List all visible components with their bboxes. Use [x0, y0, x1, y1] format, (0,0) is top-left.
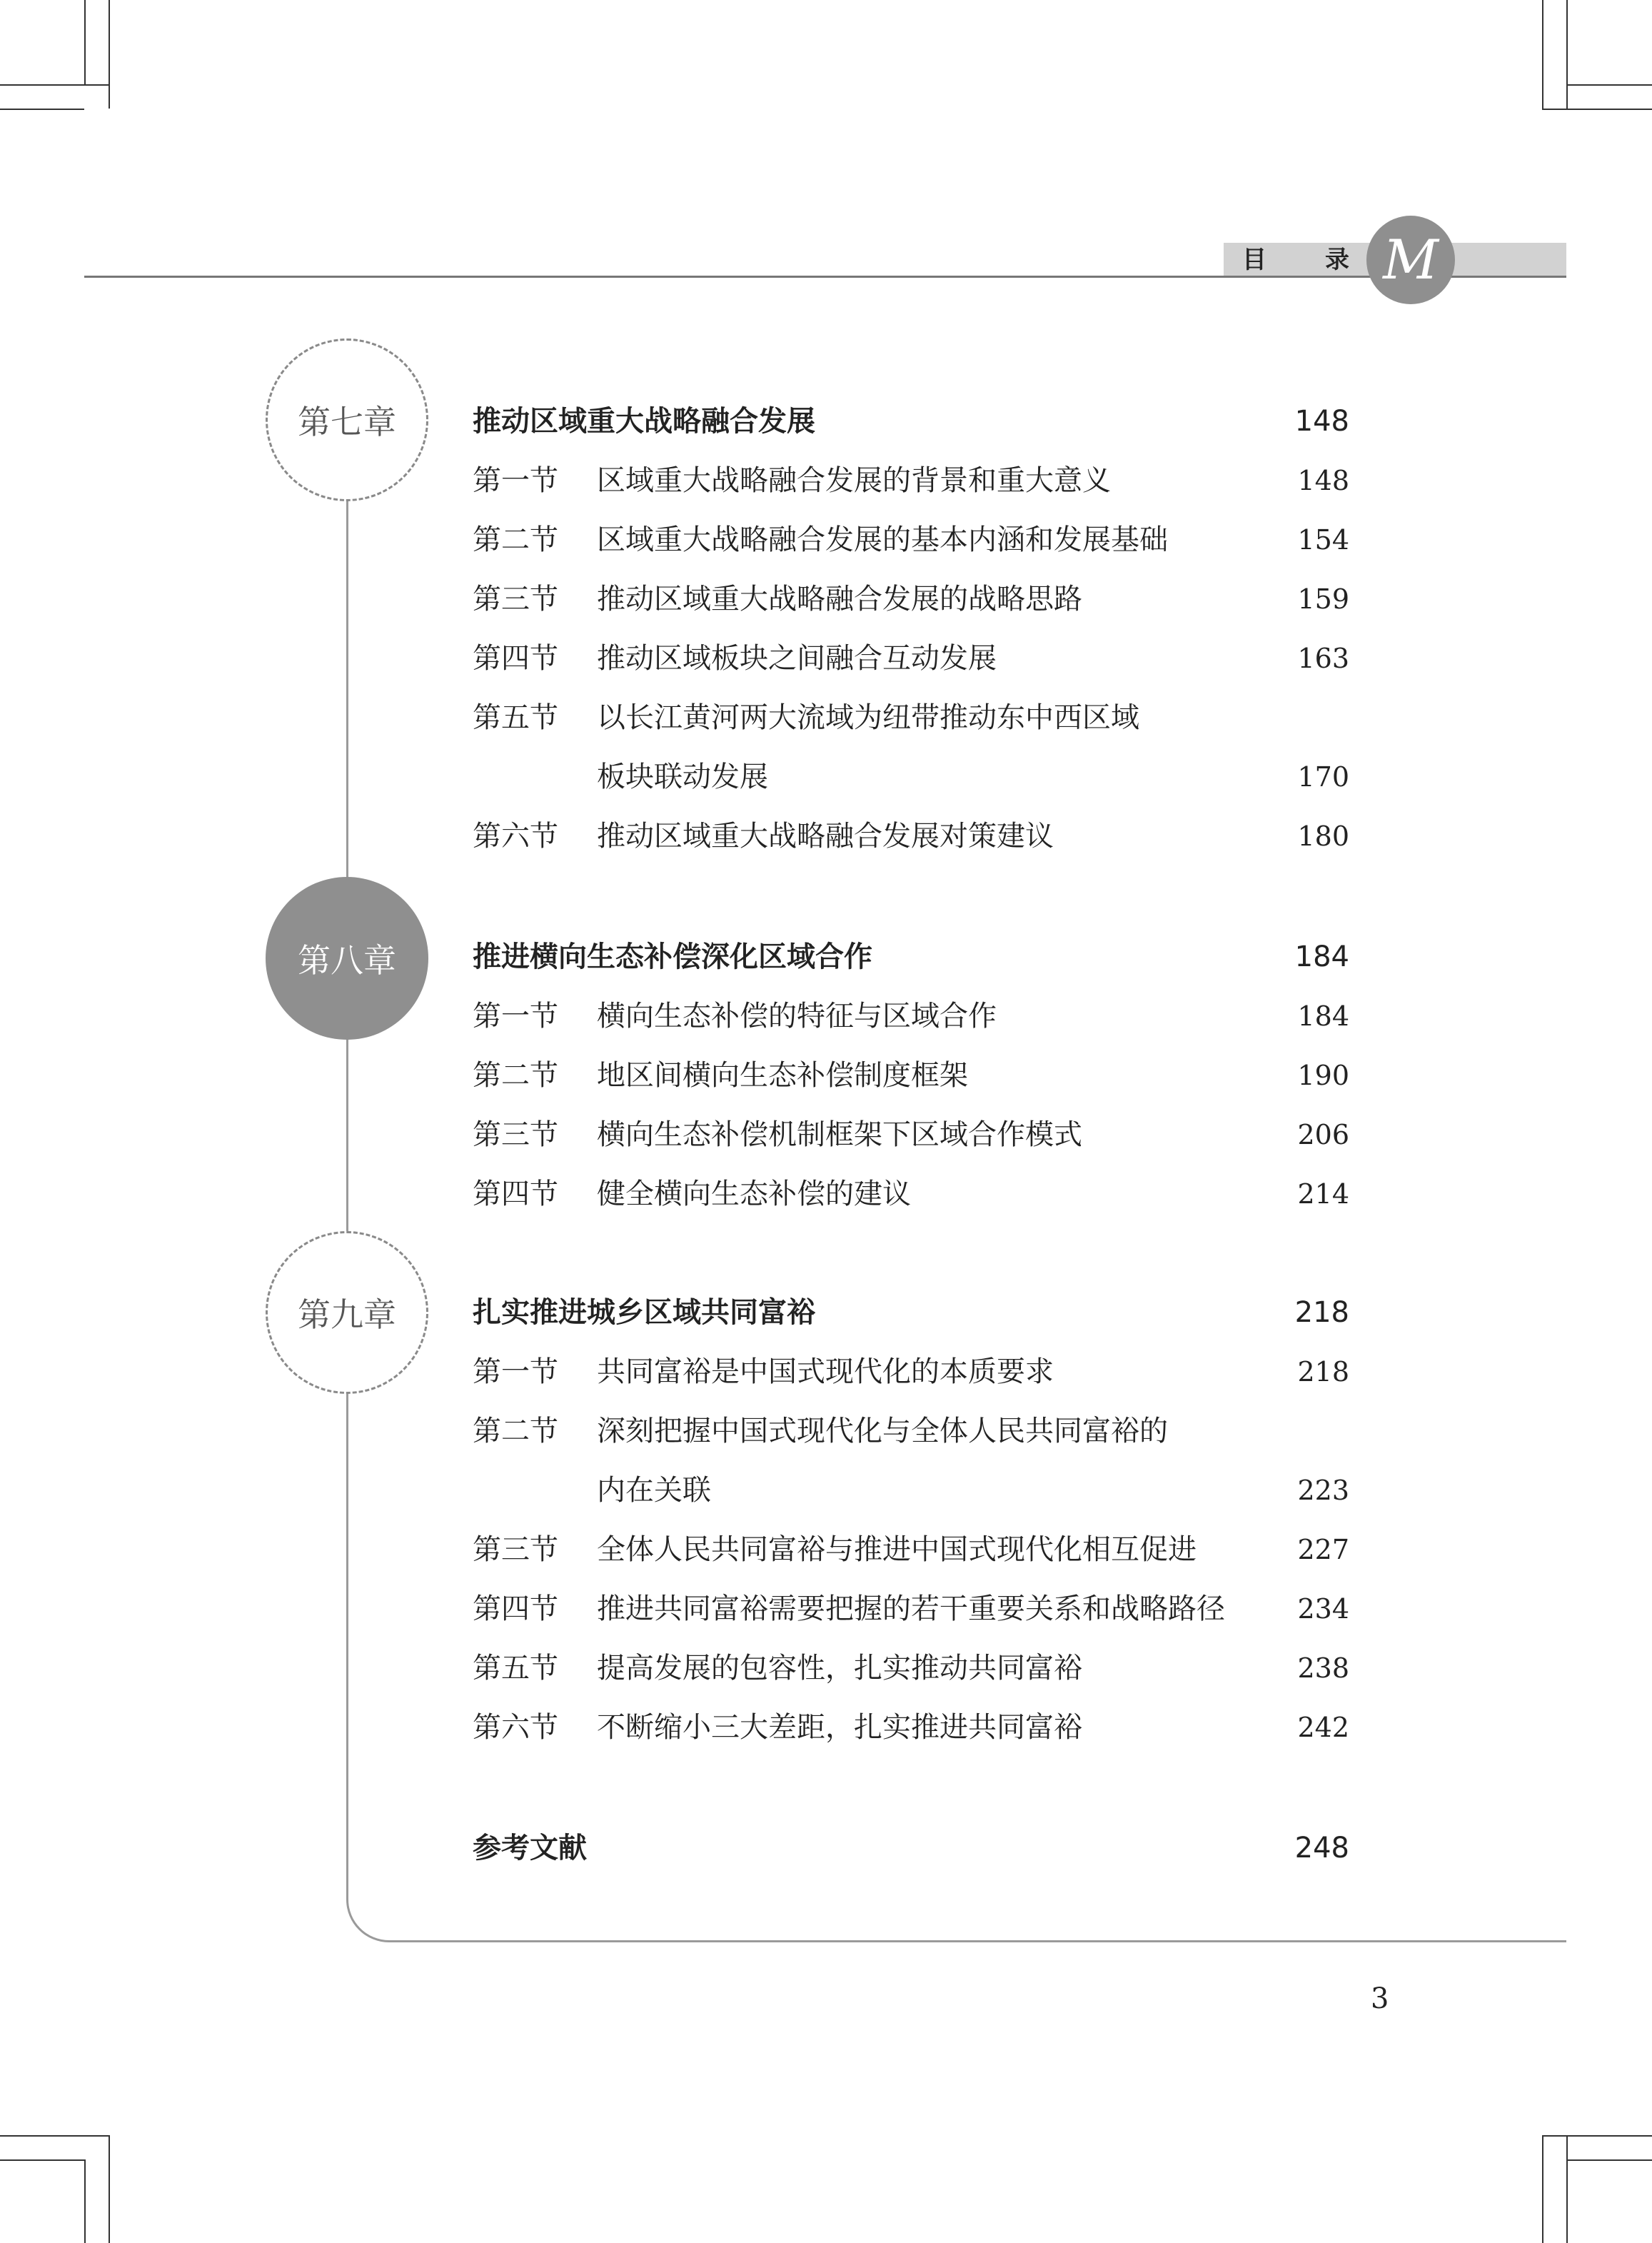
section-page: 234 [1297, 1593, 1349, 1625]
toc-section[interactable] [473, 1706, 1349, 1749]
section-number: 第五节 [473, 1652, 558, 1685]
section-page: 214 [1297, 1178, 1349, 1210]
section-page: 180 [1297, 821, 1349, 852]
timeline-corner [346, 1871, 403, 1942]
toc-section[interactable] [473, 696, 1349, 739]
chapter-title: 扎实推进城乡区域共同富裕 [473, 1296, 815, 1329]
chapter-badge-8: 第八章 [266, 877, 428, 1040]
toc-section[interactable] [473, 1054, 1349, 1097]
section-number: 第四节 [473, 1178, 558, 1210]
section-title: 推动区域重大战略融合发展对策建议 [597, 820, 1054, 853]
crop-mark-top-right-h [1566, 84, 1652, 86]
section-title: 全体人民共同富裕与推进中国式现代化相互促进 [597, 1533, 1197, 1566]
section-number: 第二节 [473, 1415, 558, 1447]
section-number: 第四节 [473, 642, 558, 675]
section-page: 190 [1297, 1060, 1349, 1091]
section-number: 第六节 [473, 1711, 558, 1744]
toc-section[interactable] [473, 518, 1349, 561]
crop-mark-top-right-v [1542, 0, 1543, 109]
section-page: 242 [1297, 1712, 1349, 1743]
references-title: 参考文献 [473, 1832, 587, 1865]
crop-mark-bottom-right-v [1542, 2135, 1543, 2243]
section-page: 227 [1297, 1534, 1349, 1565]
page-number: 3 [1371, 1982, 1389, 2015]
crop-mark-top-left-v2 [84, 0, 86, 84]
section-page: 223 [1297, 1475, 1349, 1506]
toc-section[interactable] [473, 459, 1349, 502]
section-page: 154 [1297, 524, 1349, 556]
toc-section[interactable] [473, 1647, 1349, 1690]
chapter-page: 148 [1294, 405, 1349, 438]
crop-mark-bottom-right-h2 [1542, 2135, 1652, 2137]
section-page: 148 [1297, 465, 1349, 496]
chapter-title: 推进横向生态补偿深化区域合作 [473, 940, 872, 973]
section-title-continued: 内在关联 [597, 1474, 711, 1507]
section-title: 地区间横向生态补偿制度框架 [597, 1059, 968, 1092]
section-page: 163 [1297, 643, 1349, 674]
toc-section[interactable] [473, 1173, 1349, 1215]
references-entry[interactable] [473, 1827, 1349, 1870]
section-title: 推进共同富裕需要把握的若干重要关系和战略路径 [597, 1592, 1225, 1625]
section-title: 横向生态补偿的特征与区域合作 [597, 1000, 997, 1033]
toc-section[interactable] [473, 578, 1349, 621]
section-number: 第一节 [473, 1000, 558, 1033]
references-page: 248 [1294, 1832, 1349, 1865]
crop-mark-bottom-left-h [0, 2135, 109, 2137]
section-title: 推动区域板块之间融合互动发展 [597, 642, 997, 675]
crop-mark-bottom-left-v [109, 2135, 110, 2243]
section-title: 推动区域重大战略融合发展的战略思路 [597, 583, 1082, 616]
chapter-9-entry[interactable] [473, 1291, 1349, 1334]
toc-section[interactable] [473, 1587, 1349, 1630]
section-page: 159 [1297, 583, 1349, 615]
toc-section[interactable] [473, 995, 1349, 1038]
section-title: 不断缩小三大差距，扎实推进共同富裕 [597, 1711, 1082, 1744]
section-number: 第五节 [473, 701, 558, 734]
section-title: 健全横向生态补偿的建议 [597, 1178, 911, 1210]
toc-section[interactable] [473, 637, 1349, 680]
toc-section[interactable] [473, 1528, 1349, 1571]
crop-mark-bottom-right-v2 [1566, 2135, 1568, 2243]
crop-mark-top-left-v [109, 0, 110, 109]
section-number: 第二节 [473, 523, 558, 556]
chapter-8-entry[interactable] [473, 935, 1349, 978]
section-number: 第三节 [473, 583, 558, 616]
section-number: 第六节 [473, 820, 558, 853]
chapter-badge-7: 第七章 [266, 338, 428, 501]
toc-section[interactable] [473, 1350, 1349, 1393]
crop-mark-bottom-right-h [1566, 2159, 1652, 2161]
section-page: 238 [1297, 1652, 1349, 1684]
chapter-page: 184 [1294, 940, 1349, 973]
toc-section[interactable] [473, 1410, 1349, 1452]
section-number: 第四节 [473, 1592, 558, 1625]
chapter-page: 218 [1294, 1296, 1349, 1329]
section-title: 区域重大战略融合发展的基本内涵和发展基础 [597, 523, 1168, 556]
toc-section-continued[interactable] [473, 1469, 1349, 1512]
section-title: 提高发展的包容性，扎实推动共同富裕 [597, 1652, 1082, 1685]
chapter-title: 推动区域重大战略融合发展 [473, 405, 815, 438]
section-page: 170 [1297, 761, 1349, 793]
header-rule [84, 276, 1566, 278]
timeline-line [346, 500, 348, 1900]
toc-section[interactable] [473, 1113, 1349, 1156]
section-number: 第一节 [473, 464, 558, 497]
chapter-7-entry[interactable] [473, 400, 1349, 443]
section-page: 184 [1297, 1000, 1349, 1032]
header-emblem-letter: M [1383, 228, 1439, 291]
crop-mark-top-right-h2 [1542, 109, 1652, 110]
section-number: 第三节 [473, 1118, 558, 1151]
section-title: 横向生态补偿机制框架下区域合作模式 [597, 1118, 1082, 1151]
chapter-badge-9: 第九章 [266, 1231, 428, 1394]
bottom-rule [400, 1940, 1566, 1942]
section-title: 共同富裕是中国式现代化的本质要求 [597, 1355, 1054, 1388]
section-title: 以长江黄河两大流域为纽带推动东中西区域 [597, 701, 1139, 734]
header-label-mu: 目 [1242, 246, 1266, 274]
section-page: 218 [1297, 1356, 1349, 1388]
section-page: 206 [1297, 1119, 1349, 1150]
section-number: 第三节 [473, 1533, 558, 1566]
crop-mark-top-left-h2 [0, 109, 84, 110]
crop-mark-top-left-h [0, 84, 109, 86]
section-title: 区域重大战略融合发展的背景和重大意义 [597, 464, 1111, 497]
crop-mark-bottom-left-v2 [84, 2159, 86, 2243]
crop-mark-top-right-v2 [1566, 0, 1568, 109]
crop-mark-bottom-left-h2 [0, 2159, 84, 2161]
header-label-lu: 录 [1325, 246, 1349, 274]
section-number: 第一节 [473, 1355, 558, 1388]
toc-section[interactable] [473, 815, 1349, 858]
toc-section-continued[interactable] [473, 756, 1349, 798]
section-title: 深刻把握中国式现代化与全体人民共同富裕的 [597, 1415, 1168, 1447]
section-number: 第二节 [473, 1059, 558, 1092]
section-title-continued: 板块联动发展 [597, 761, 768, 793]
